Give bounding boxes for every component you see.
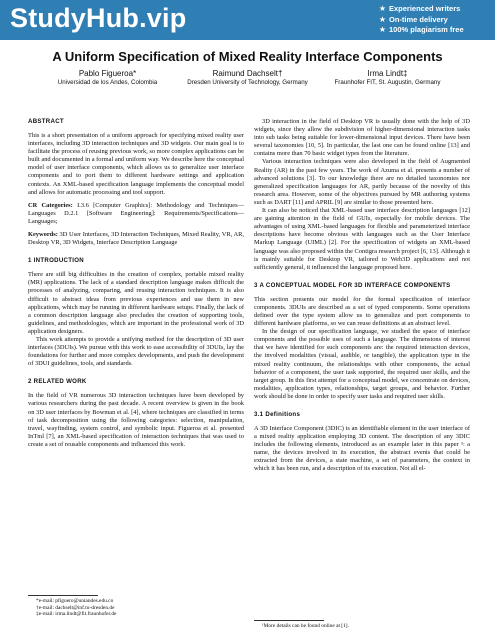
star-icon: ★: [378, 14, 387, 24]
author-list: [40, 69, 455, 87]
keywords: [28, 231, 244, 247]
star-icon: ★: [378, 25, 387, 34]
body-paragraph: This section presents our model for the formal specification of interface components. 3DUIs are described as a set of typed components. Some operations defined over the type system allow us to generalize and port components to different hardware platforms, so we can reuse definitions at an abstract level.: [254, 295, 470, 328]
body-paragraph: A 3D Interface Component (3DIC) is an identifiable element in the user interface of a mixed reality application employing 3D content. The description of any 3DIC includes the following elements, introduced as an example later in this paper ¹: a name, the devices involved in its execution, the abstract events that could be extracted from the devices, a state machine, a set of parameters, the context in which it has been run, and a description of its execution. Not all el-: [254, 425, 470, 473]
author-name: Pablo Figueroa*: [78, 69, 137, 78]
author-name: Raimund Dachselt†: [212, 69, 283, 78]
author-affiliation: Fraunhofer FIT, St. Augustin, Germany: [334, 79, 441, 86]
abstract-heading: ABSTRACT: [28, 118, 64, 125]
badge-label: Experienced writers: [389, 4, 461, 13]
body-paragraph: It can also be noticed that XML-based user interface description languages [12] are gaining attention in the field of GUIs, especially for mobile devices. The advantages of using XML-based languages for flexible and parameterized interface descriptions have become obvious with languages such as the User Interface Markup Language (UIML) [2]. For the specification of widgets an XML-based language was also proposed within the Contigra research project [6, 13]. Although it is mainly suitable for Desktop VR, tailored to Web3D applications and not sufficiently general, it influenced the language proposed here.: [254, 207, 470, 271]
badge-item: [378, 25, 493, 36]
feature-badges: [378, 4, 493, 36]
badge-label: On-time delivery: [389, 14, 448, 24]
section-heading-related-work: 2 RELATED WORK: [28, 378, 87, 386]
section-heading-definitions: 3.1 Definitions: [254, 411, 301, 418]
body-paragraph: 3D interaction in the field of Desktop VR is usually done with the help of 3D widgets, since they allow the subdivision of higher-dimensional interaction tasks into sub tasks being suitable for lower-dimensional input devices. There have been several taxonomies [10, 5]. In particular, the last one can be found online [13] and contains more than 70 basic widget types from the literature.: [254, 118, 470, 158]
footnote-rule: [28, 595, 98, 596]
body-paragraph: In the design of our specification language, we studied the space of interface components and the possible uses of such a language. The dimensions of interest that we have identified for such components are: the required interaction devices, the involved modalities (visual, audible, or tangible), the application type in the mixed reality continuum, the relationships with other components, the actual behavior of a component, the user task supported, the required user skills, and the target group. In this first attempt for a conceptual model, we concentrate on devices, modalities, application types, relationships, target groups, and behavior. Further work should be done in order to specify user tasks and required user skills.: [254, 328, 470, 400]
section-heading-introduction: 1 INTRODUCTION: [28, 257, 84, 265]
keywords-label: Keywords:: [28, 231, 58, 239]
section-heading-conceptual-model: 3 A CONCEPTUAL MODEL FOR 3D INTERFACE COMPONENTS: [254, 281, 451, 289]
badge-item: [378, 15, 493, 26]
intro-paragraph: There are still big difficulties in the creation of complex, portable mixed reality (MR) applications. The lack of a standard description language makes difficult the processes of analyzing, comparing, and reusing interaction techniques. It is also difficult to abstract ideas from previous experiences and use them in new applications, which may be running in different hardware setups. Finally, the lack of a common description language also precludes the creation of supporting tools, guidelines, and methodologies, which are important in the professional work of 3D application designers.: [28, 271, 244, 335]
body-paragraph: Various interaction techniques were also developed in the field of Augmented Reality (AR) in the past few years. The work of Azuma et al. presents a number of advanced solutions [3]. To our knowledge there are no detailed taxonomies nor generalized specification languages for AR, partly because of the novelty of this research area. However, some of the objectives pursued by MR authoring systems such as DART [11] and APRIL [9] are similar to those presented here.: [254, 158, 470, 206]
promo-banner: [0, 0, 495, 40]
author-name: Irma Lindt‡: [367, 69, 408, 78]
badge-item: [378, 4, 493, 15]
intro-paragraph: This work attempts to provide a unifying method for the description of 3D user interfaces (3DUIs). We pursue with this work to ease accessibility of 3DUIs, lay the foundations for further and more complex developments, and push the development of 3DUI guidelines, tools, and standards.: [28, 335, 244, 368]
footnote-email: *e-mail: pfiguero@uniandes.edu.co: [36, 598, 114, 604]
author-affiliation: Universidad de los Andes, Colombia: [57, 79, 158, 86]
brand-logo[interactable]: StudyHub.vip: [10, 3, 187, 33]
author-block: [180, 69, 315, 87]
page-footnote: ¹More details can be found online at [1].: [262, 623, 349, 629]
footnote-rule: [254, 620, 324, 621]
author-footnotes: [36, 598, 246, 618]
abstract-text: This is a short presentation of a uniform approach for specifying mixed reality user interfaces, including 3D interaction techniques and 3D widgets. Our main goal is to facilitate the process of reusing previous work, so more complex applications can be built and documented in a formal and uniform way. We describe here the conceptual model of user interface components, which allows us to generalize user interface components and to port them to different hardware settings and application contexts. An XML-based specification language implements the conceptual model and allows for automatic processing and tool support.: [28, 132, 244, 196]
related-paragraph: In the field of VR numerous 3D interaction techniques have been developed by various researchers during the past decade. A recent overview is given in the book on 3D user interfaces by Bowman et al. [4], where techniques are classified in terms of task decomposition using the following categories: selection, manipulation, travel, wayfinding, system control, and symbolic input. Figueroa et al. presented InTml [7], an XML-based specification of interaction techniques that was used to create a set of reusable components and influenced this work.: [28, 392, 244, 448]
paper-title: A Uniform Specification of Mixed Reality Interface Components: [52, 49, 443, 64]
keywords-text: 3D User Interfaces, 3D Interaction Techniques, Mixed Reality, VR, AR, Desktop VR, 3D Widgets, Interface Description Language: [28, 231, 244, 247]
cr-label: CR Categories:: [28, 201, 73, 209]
left-column: [28, 118, 244, 449]
author-block: [320, 69, 455, 87]
author-block: [40, 69, 175, 87]
footnote-email: †e-mail: dachselt@inf.tu-dresden.de: [36, 604, 115, 611]
badge-label: 100% plagiarism free: [389, 25, 464, 34]
star-icon: ★: [378, 4, 387, 13]
author-affiliation: Dresden University of Technology, Germany: [187, 79, 308, 86]
cr-text: I.3.6 [Computer Graphics]: Methodology and Techniques—Languages D.2.1 [Software Engineering]: Requirements/Specifications—Languages;: [28, 201, 245, 225]
right-column: [254, 118, 470, 474]
cr-categories: [28, 202, 244, 226]
footnote-email: ‡e-mail: irma.lindt@fit.fraunhofer.de: [36, 611, 117, 618]
